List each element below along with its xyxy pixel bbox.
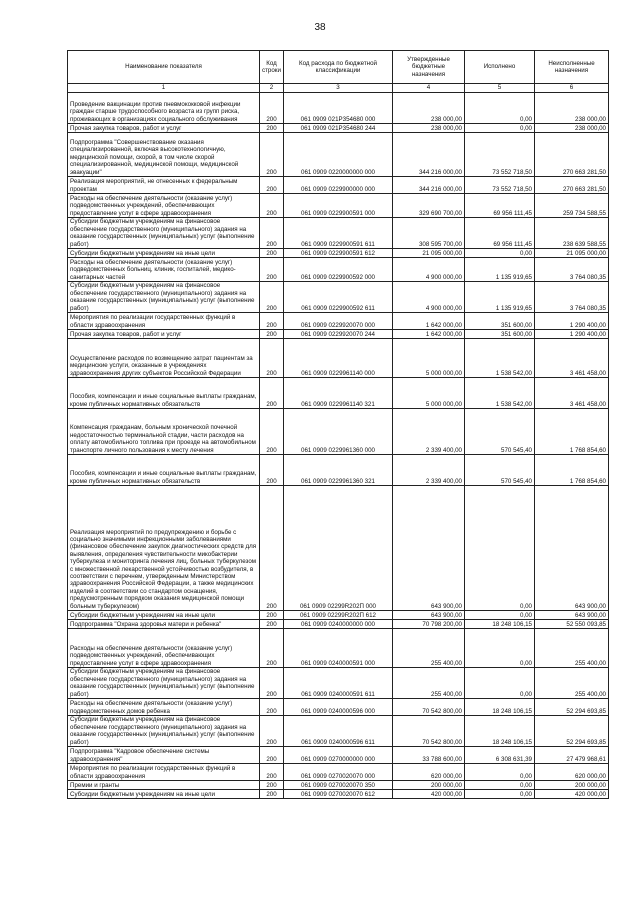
row-unexecuted-amount: 255 400,00 [535, 668, 609, 699]
row-expense-code: 061 0909 0270020070 612 [284, 790, 393, 799]
row-executed-amount: 0,00 [465, 668, 535, 699]
table-row [68, 699, 609, 716]
row-line-code: 200 [260, 282, 284, 313]
row-approved-amount: 70 542 800,00 [393, 699, 465, 716]
row-indicator-name: Расходы на обеспечение деятельности (оказание услуг) подведомственных больниц, клиник, госпиталей, медико-санитарных частей [68, 258, 260, 282]
row-indicator-name: Субсидии бюджетным учреждениям на финансовое обеспечение государственного (муниципального) задания на оказание государственных (муниципальных) услуг (выполнение работ) [68, 716, 260, 747]
row-line-code: 200 [260, 378, 284, 409]
row-approved-amount: 643 900,00 [393, 486, 465, 611]
row-indicator-name: Субсидии бюджетным учреждениям на финансовое обеспечение государственного (муниципального) задания на оказание государственных (муниципальных) услуг (выполнение работ) [68, 218, 260, 249]
row-indicator-name: Мероприятия по реализации государственных функций в области здравоохранения [68, 313, 260, 330]
row-indicator-name: Премии и гранты [68, 781, 260, 790]
row-unexecuted-amount: 259 734 588,55 [535, 194, 609, 218]
row-line-code: 200 [260, 486, 284, 611]
row-approved-amount: 200 000,00 [393, 781, 465, 790]
row-approved-amount: 238 000,00 [393, 93, 465, 124]
row-expense-code: 061 0909 02299R202П 612 [284, 611, 393, 620]
row-approved-amount: 344 216 000,00 [393, 133, 465, 177]
table-row [68, 409, 609, 455]
row-approved-amount: 2 339 400,00 [393, 455, 465, 486]
table-row [68, 282, 609, 313]
table-row [68, 629, 609, 668]
row-expense-code: 061 0909 0240000591 611 [284, 668, 393, 699]
row-line-code: 200 [260, 194, 284, 218]
table-row [68, 124, 609, 133]
row-line-code: 200 [260, 93, 284, 124]
row-indicator-name: Прочая закупка товаров, работ и услуг [68, 124, 260, 133]
row-line-code: 200 [260, 409, 284, 455]
row-executed-amount: 0,00 [465, 764, 535, 781]
row-executed-amount: 69 956 111,45 [465, 218, 535, 249]
row-executed-amount: 73 552 718,50 [465, 177, 535, 194]
table-row [68, 781, 609, 790]
row-executed-amount: 570 545,40 [465, 455, 535, 486]
row-unexecuted-amount: 643 900,00 [535, 486, 609, 611]
row-indicator-name: Субсидии бюджетным учреждениям на иные цели [68, 611, 260, 620]
row-unexecuted-amount: 238 000,00 [535, 93, 609, 124]
row-indicator-name: Пособия, компенсации и иные социальные выплаты гражданам, кроме публичных нормативных обязательств [68, 455, 260, 486]
row-approved-amount: 344 216 000,00 [393, 177, 465, 194]
header-approved: Утвержденные бюджетные назначения [393, 51, 465, 84]
row-unexecuted-amount: 21 095 000,00 [535, 249, 609, 258]
row-approved-amount: 21 095 000,00 [393, 249, 465, 258]
table-row [68, 747, 609, 764]
row-line-code: 200 [260, 764, 284, 781]
row-approved-amount: 308 595 700,00 [393, 218, 465, 249]
table-row [68, 249, 609, 258]
row-indicator-name: Расходы на обеспечение деятельности (оказание услуг) подведомственных учреждений, обеспечивающих предоставление услуг в сфере здравоохранения [68, 629, 260, 668]
row-expense-code: 061 0909 0229961360 000 [284, 409, 393, 455]
row-executed-amount: 18 248 106,15 [465, 620, 535, 629]
row-executed-amount: 0,00 [465, 249, 535, 258]
row-line-code: 200 [260, 781, 284, 790]
table-row [68, 194, 609, 218]
row-expense-code: 061 0909 0229900591 000 [284, 194, 393, 218]
row-line-code: 200 [260, 716, 284, 747]
row-line-code: 200 [260, 249, 284, 258]
table-row [68, 218, 609, 249]
row-indicator-name: Расходы на обеспечение деятельности (оказание услуг) подведомственных учреждений, обеспечивающих предоставление услуг в сфере здравоохранения [68, 194, 260, 218]
row-executed-amount: 69 956 111,45 [465, 194, 535, 218]
row-approved-amount: 4 900 000,00 [393, 258, 465, 282]
column-number: 5 [465, 84, 535, 93]
page-number: 38 [314, 22, 326, 33]
row-executed-amount: 1 538 542,00 [465, 378, 535, 409]
row-indicator-name: Подпрограмма "Совершенствование оказания специализированной, включая высокотехнологичную, медицинской помощи, скорой, в том числе скорой специализированной, медицинской помощи, медицинской эвакуации" [68, 133, 260, 177]
column-number-row [68, 84, 609, 93]
row-expense-code: 061 0909 021P354680 000 [284, 93, 393, 124]
row-indicator-name: Субсидии бюджетным учреждениям на иные цели [68, 249, 260, 258]
row-expense-code: 061 0909 0229920070 000 [284, 313, 393, 330]
row-executed-amount: 351 600,00 [465, 313, 535, 330]
column-number: 3 [284, 84, 393, 93]
row-unexecuted-amount: 1 768 854,60 [535, 455, 609, 486]
row-expense-code: 061 0909 0229900592 611 [284, 282, 393, 313]
row-line-code: 200 [260, 258, 284, 282]
row-approved-amount: 643 900,00 [393, 611, 465, 620]
row-approved-amount: 255 400,00 [393, 668, 465, 699]
row-executed-amount: 1 538 542,00 [465, 339, 535, 378]
row-executed-amount: 18 248 106,15 [465, 699, 535, 716]
row-executed-amount: 0,00 [465, 486, 535, 611]
row-unexecuted-amount: 3 764 080,35 [535, 258, 609, 282]
table-row [68, 790, 609, 799]
row-line-code: 200 [260, 133, 284, 177]
table-row [68, 258, 609, 282]
table-row [68, 486, 609, 611]
row-expense-code: 061 0909 0240000000 000 [284, 620, 393, 629]
row-indicator-name: Расходы на обеспечение деятельности (оказание услуг) подведомственных домов ребенка [68, 699, 260, 716]
row-indicator-name: Осуществление расходов по возмещению затрат пациентам за медицинские услуги, оказанные в учреждениях здравоохранения других субъектов Российской Федерации [68, 339, 260, 378]
row-approved-amount: 33 788 600,00 [393, 747, 465, 764]
table-row [68, 620, 609, 629]
row-unexecuted-amount: 200 000,00 [535, 781, 609, 790]
row-executed-amount: 1 135 919,65 [465, 258, 535, 282]
table-body [68, 93, 609, 799]
row-indicator-name: Реализация мероприятий по предупреждению и борьбе с социально значимыми инфекционными заболеваниями (финансовое обеспечение закупок диагностических средств для выявления, определения чувствительности микобактерии туберкулеза и мониторинга лечения лиц, больных туберкулезом с множественной лекарственной устойчивостью возбудителя, в соответствии с перечнем, утвержденным Министерством здравоохранения Российской Федерации, а также медицинских изделий в соответствии со стандартом оснащения, предусмотренным порядком оказания медицинской помощи больным туберкулезом) [68, 486, 260, 611]
row-unexecuted-amount: 270 663 281,50 [535, 133, 609, 177]
row-approved-amount: 1 642 000,00 [393, 313, 465, 330]
row-line-code: 200 [260, 218, 284, 249]
row-unexecuted-amount: 238 000,00 [535, 124, 609, 133]
row-expense-code: 061 0909 0229900000 000 [284, 177, 393, 194]
row-expense-code: 061 0909 0229961360 321 [284, 455, 393, 486]
row-line-code: 200 [260, 611, 284, 620]
row-line-code: 200 [260, 313, 284, 330]
row-executed-amount: 0,00 [465, 93, 535, 124]
row-expense-code: 061 0909 0240000591 000 [284, 629, 393, 668]
row-unexecuted-amount: 1 290 400,00 [535, 330, 609, 339]
header-line-code: Код строки [260, 51, 284, 84]
table-row [68, 177, 609, 194]
table-row [68, 339, 609, 378]
table-row [68, 378, 609, 409]
row-expense-code: 061 0909 0270020070 350 [284, 781, 393, 790]
header-unexecuted: Неисполненные назначения [535, 51, 609, 84]
row-approved-amount: 70 542 800,00 [393, 716, 465, 747]
row-line-code: 200 [260, 620, 284, 629]
row-approved-amount: 1 642 000,00 [393, 330, 465, 339]
row-unexecuted-amount: 1 290 400,00 [535, 313, 609, 330]
row-line-code: 200 [260, 668, 284, 699]
row-expense-code: 061 0909 0270020070 000 [284, 764, 393, 781]
row-indicator-name: Субсидии бюджетным учреждениям на финансовое обеспечение государственного (муниципального) задания на оказание государственных (муниципальных) услуг (выполнение работ) [68, 668, 260, 699]
row-unexecuted-amount: 3 764 080,35 [535, 282, 609, 313]
row-approved-amount: 238 000,00 [393, 124, 465, 133]
row-line-code: 200 [260, 747, 284, 764]
row-indicator-name: Субсидии бюджетным учреждениям на иные цели [68, 790, 260, 799]
row-indicator-name: Подпрограмма "Охрана здоровья матери и ребенка" [68, 620, 260, 629]
row-line-code: 200 [260, 790, 284, 799]
column-number: 4 [393, 84, 465, 93]
row-executed-amount: 0,00 [465, 629, 535, 668]
row-expense-code: 061 0909 0229920070 244 [284, 330, 393, 339]
row-unexecuted-amount: 3 461 458,00 [535, 339, 609, 378]
header-indicator-name: Наименование показателя [68, 51, 260, 84]
row-unexecuted-amount: 620 000,00 [535, 764, 609, 781]
row-executed-amount: 0,00 [465, 611, 535, 620]
row-unexecuted-amount: 255 400,00 [535, 629, 609, 668]
row-approved-amount: 4 900 000,00 [393, 282, 465, 313]
row-unexecuted-amount: 420 000,00 [535, 790, 609, 799]
header-expense-code: Код расхода по бюджетной классификации [284, 51, 393, 84]
row-indicator-name: Прочая закупка товаров, работ и услуг [68, 330, 260, 339]
column-number: 1 [68, 84, 260, 93]
row-executed-amount: 1 135 919,65 [465, 282, 535, 313]
row-approved-amount: 5 000 000,00 [393, 339, 465, 378]
row-indicator-name: Субсидии бюджетным учреждениям на финансовое обеспечение государственного (муниципального) задания на оказание государственных (муниципальных) услуг (выполнение работ) [68, 282, 260, 313]
row-expense-code: 061 0909 0240000596 611 [284, 716, 393, 747]
row-expense-code: 061 0909 0229900591 611 [284, 218, 393, 249]
row-expense-code: 061 0909 0220000000 000 [284, 133, 393, 177]
row-indicator-name: Проведение вакцинации против пневмококковой инфекции граждан старше трудоспособного возраста из групп риска, проживающих в организациях социального обслуживания [68, 93, 260, 124]
table-row [68, 611, 609, 620]
row-indicator-name: Компенсация гражданам, больным хронической почечной недостаточностью терминальной стадии, части расходов на оплату автомобильного топлива при проезде на автомобильном транспорте личного пользования к месту лечения [68, 409, 260, 455]
row-unexecuted-amount: 3 461 458,00 [535, 378, 609, 409]
row-unexecuted-amount: 270 663 281,50 [535, 177, 609, 194]
row-line-code: 200 [260, 124, 284, 133]
row-unexecuted-amount: 52 294 693,85 [535, 699, 609, 716]
row-executed-amount: 18 248 106,15 [465, 716, 535, 747]
row-expense-code: 061 0909 0270000000 000 [284, 747, 393, 764]
row-executed-amount: 351 600,00 [465, 330, 535, 339]
row-indicator-name: Реализация мероприятий, не отнесенных к федеральным проектам [68, 177, 260, 194]
row-executed-amount: 0,00 [465, 781, 535, 790]
row-line-code: 200 [260, 455, 284, 486]
row-line-code: 200 [260, 629, 284, 668]
row-unexecuted-amount: 643 900,00 [535, 611, 609, 620]
row-indicator-name: Подпрограмма "Кадровое обеспечение системы здравоохранения" [68, 747, 260, 764]
row-line-code: 200 [260, 330, 284, 339]
row-unexecuted-amount: 1 768 854,60 [535, 409, 609, 455]
row-approved-amount: 420 000,00 [393, 790, 465, 799]
row-expense-code: 061 0909 0229961140 000 [284, 339, 393, 378]
row-executed-amount: 570 545,40 [465, 409, 535, 455]
row-line-code: 200 [260, 177, 284, 194]
row-unexecuted-amount: 52 294 693,85 [535, 716, 609, 747]
row-line-code: 200 [260, 339, 284, 378]
row-expense-code: 061 0909 0229900592 000 [284, 258, 393, 282]
row-expense-code: 061 0909 021P354680 244 [284, 124, 393, 133]
table-row [68, 668, 609, 699]
table-row [68, 93, 609, 124]
row-unexecuted-amount: 27 479 968,61 [535, 747, 609, 764]
row-executed-amount: 0,00 [465, 124, 535, 133]
row-expense-code: 061 0909 0229900591 612 [284, 249, 393, 258]
table-row [68, 716, 609, 747]
row-expense-code: 061 0909 0229961140 321 [284, 378, 393, 409]
row-line-code: 200 [260, 699, 284, 716]
table-row [68, 330, 609, 339]
row-approved-amount: 2 339 400,00 [393, 409, 465, 455]
row-unexecuted-amount: 52 550 093,85 [535, 620, 609, 629]
table-row [68, 764, 609, 781]
row-expense-code: 061 0909 02299R202П 000 [284, 486, 393, 611]
budget-execution-table [67, 50, 609, 799]
row-unexecuted-amount: 238 639 588,55 [535, 218, 609, 249]
row-expense-code: 061 0909 0240000596 000 [284, 699, 393, 716]
row-approved-amount: 620 000,00 [393, 764, 465, 781]
row-indicator-name: Пособия, компенсации и иные социальные выплаты гражданам, кроме публичных нормативных обязательств [68, 378, 260, 409]
row-approved-amount: 70 798 200,00 [393, 620, 465, 629]
row-approved-amount: 255 400,00 [393, 629, 465, 668]
row-executed-amount: 73 552 718,50 [465, 133, 535, 177]
column-number: 2 [260, 84, 284, 93]
table-row [68, 313, 609, 330]
table-row [68, 133, 609, 177]
header-executed: Исполнено [465, 51, 535, 84]
column-number: 6 [535, 84, 609, 93]
row-indicator-name: Мероприятия по реализации государственных функций в области здравоохранения [68, 764, 260, 781]
row-executed-amount: 6 308 631,39 [465, 747, 535, 764]
row-approved-amount: 329 690 700,00 [393, 194, 465, 218]
table-header-row [68, 51, 609, 84]
table-row [68, 455, 609, 486]
row-executed-amount: 0,00 [465, 790, 535, 799]
row-approved-amount: 5 000 000,00 [393, 378, 465, 409]
